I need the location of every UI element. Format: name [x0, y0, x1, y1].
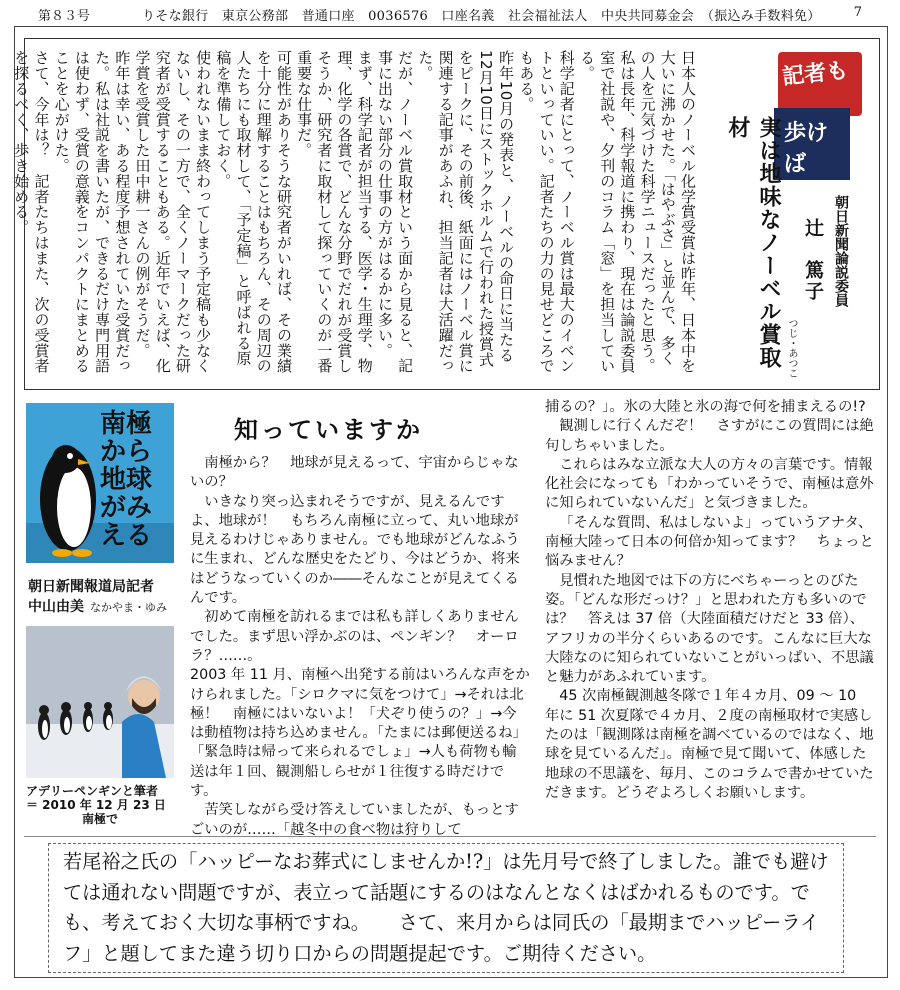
article2-left-column	[190, 454, 530, 840]
author2-affiliation: 朝日新聞報道局記者	[28, 579, 154, 595]
photo-caption	[26, 784, 186, 826]
author-name: 辻 篤子	[802, 218, 824, 302]
column-logo	[772, 50, 866, 184]
page-header	[30, 5, 870, 25]
paragraph: 観測しに行くんだぞ！ さすがにこの質問には絶句しちゃいました。	[545, 418, 874, 454]
issue-number: 第８３号	[38, 9, 91, 24]
notice-text: 若尾裕之氏の「ハッピーなお葬式にしませんか!?」は先月号で終了しました。誰でも避けては通れない問題ですが、表立って話題にするのはなんとなくはばかれるものです。でも、考えておく大切な事柄ですね。 さて、来月からは同氏の「最期までハッピーライフ」と題してまた違う切り口からの問題提起です。ご期待ください。	[63, 850, 829, 965]
paragraph: 苦笑しながら受け答えしていましたが、もっとすごいのが……「越冬中の食べ物は狩りして	[190, 802, 519, 838]
author2-name-line	[28, 596, 167, 616]
bank-account-info: りそな銀行 東京公務部 普通口座 0036576 口座名義 社会福祉法人 中央共同募金会 （振込み手数料免）	[142, 9, 821, 24]
paragraph: 昨年10月の発表と、ノーベルの命日に当たる12月10日にストックホルムで行われた授賞式をピークに、その前後、紙面にはノーベル賞に関連する記事があふれ、担当記者は大活躍だった。	[416, 50, 516, 374]
paragraph: 私は長年、科学報道に携わり、現在は論説委員室で社説や、夕刊のコラム「窓」を担当している。	[577, 50, 637, 374]
article2-right-column	[545, 398, 875, 803]
paragraph: 可能性がありそうな研究者がいれば、その業績を十分に理解することはもちろん、その周辺の人たちにも取材して、「予定稿」と呼ばれる原稿を準備しておく。	[214, 50, 293, 374]
paragraph: 科学記者にとって、ノーベル賞は最大のイベントといっていい。記者たちの力の見せどころでもある。	[517, 50, 576, 374]
article2-title: 知っていますか	[234, 416, 423, 444]
author-photo	[26, 626, 174, 778]
logo-text-2: 歩けば	[784, 121, 829, 177]
paragraph: まず、科学記者が担当する、医学・生理学、物理、化学の各賞で、どんな分野でだれが受賞しそうか、研究者に取材して探っていくのが一番重要な仕事だ。	[295, 50, 374, 374]
logo-text-1: 記者も	[781, 58, 850, 91]
author2-reading: なかやま・ゆみ	[90, 601, 167, 614]
paragraph: だが、ノーベル賞取材という面から見ると、記事に出ない部分の仕事の方がはるかに多い。	[375, 50, 415, 374]
caption-line-3: 南極で	[82, 812, 119, 826]
author2-name: 中山由美	[28, 599, 84, 615]
paragraph: 捕るの？」。氷の大陸と氷の海で何を捕まえるの!?	[545, 399, 866, 415]
paragraph: 南極から？ 地球が見えるって、宇宙からじゃないの？	[190, 455, 519, 491]
antarctica-column-title: 南極から地球がみえる	[100, 409, 153, 551]
paragraph: 昨年は幸い、ある程度予想されていた受賞だった。私は社説を書いたが、できるだけ専門用語は使わず、受賞の意義をコンパクトにまとめることを心がけた。	[52, 50, 132, 374]
article-title: 実は地味なノーベル賞取材	[725, 116, 781, 369]
page-number: 7	[853, 5, 862, 20]
paragraph: 「そんな質問、私はしないよ」っていうアナタ、南極大陸って日本の何倍か知ってます？ ちょっと悩みません？	[545, 514, 874, 570]
section-divider	[24, 836, 876, 837]
caption-line-1: アデリーペンギンと筆者	[26, 784, 158, 798]
paragraph: いきなり突っ込まれそうですが、見えるんですよ、地球が！ もちろん南極に立って、丸い地球が見えるわけじゃありません。でも地球がどんなふうに生まれ、どんな歴史をたどり、今はどうか、将来はどうなっていくのか――そんなことが見えてくるんです。	[190, 493, 520, 607]
caption-line-2: ＝ 2010 年 12 月 23 日	[26, 798, 166, 812]
paragraph: 日本人のノーベル化学賞受賞は昨年、日本中を大いに沸かせた。「はやぶさ」と並んで、多くの人を元気づけた科学ニュースだったと思う。	[638, 50, 697, 374]
paragraph: 見慣れた地図では下の方にべちゃーっとのびた姿。「どんな形だっけ？」と思われた方も多いのでは？ 答えは 37 倍（大陸面積だけだと 33 倍）、アフリカの半分くらいあるのです。こんなに巨大な大陸なのに知られていないことがいっぱい、不思議と魅力があふれています。	[545, 572, 874, 686]
article-body	[12, 50, 698, 378]
paragraph: 使われないまま終わってしまう予定稿も少なくないし、その一方で、全くノーマークだった研究者が受賞することもある。近年でいえば、化学賞を受賞した田中耕一さんの例がそうだ。	[133, 50, 213, 374]
paragraph: 2003 年 11 月、南極へ出発する前はいろんな声をかけられました。「シロクマに気をつけて」→それは北極！ 南極にはいないよ！「犬ぞり使うの？」→今は動植物は持ち込めません。「たまには郵便送るね」「緊急時は帰って来られるでしょ」→人も荷物も輸送は年１回、観測船しらせが１往復する時だけです。	[190, 667, 530, 800]
photo-image	[26, 626, 174, 778]
paragraph: 45 次南極観測越冬隊で１年４カ月、09 ～ 10 年に 51 次夏隊で４カ月、２度の南極取材で実感したのは「観測隊は南極を調べているのではなく、地球を見ているんだ」。南極で見て聞いて、体感した地球の不思議を、毎月、このコラムで書かせていただきます。どうぞよろしくお願いします。	[545, 688, 874, 801]
paragraph: さて、今年は？ 記者たちはまた、次の受賞者を探るべく、歩き始める。	[12, 50, 51, 374]
author-affiliation: 朝日新聞論説委員	[833, 195, 849, 307]
paragraph: 初めて南極を訪れるまでは私も詳しくありませんでした。まず思い浮かぶのは、ペンギン？ オーロラ？……。	[190, 609, 519, 664]
author-reading: つじ・あつこ	[786, 318, 797, 378]
paragraph: これらはみな立派な大人の方々の言葉です。情報化社会になっても「わかっていそうで、南極は意外に知られていないんだ」と気づきました。	[545, 456, 874, 512]
